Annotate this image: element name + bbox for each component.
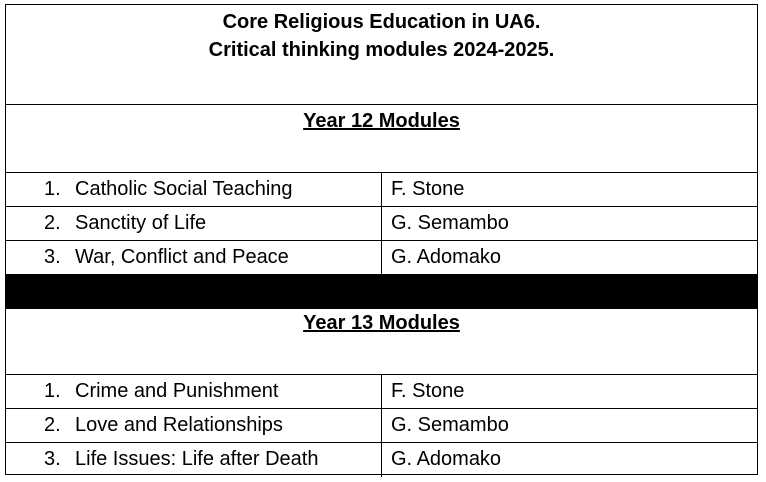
module-teacher: F. Stone	[391, 178, 465, 200]
module-name: War, Conflict and Peace	[75, 246, 289, 268]
table-row	[6, 375, 757, 409]
module-number: 2.	[44, 212, 61, 234]
year12-heading-row	[6, 105, 757, 173]
module-cell	[6, 409, 382, 442]
module-cell	[6, 375, 382, 408]
document-subtitle: Critical thinking modules 2024-2025.	[208, 39, 555, 61]
module-name: Love and Relationships	[75, 414, 283, 436]
module-teacher: G. Semambo	[391, 212, 509, 234]
table-row	[6, 409, 757, 443]
module-teacher: G. Semambo	[391, 414, 509, 436]
module-name: Sanctity of Life	[75, 212, 207, 234]
year13-heading-row	[6, 307, 757, 375]
module-number: 3.	[44, 448, 61, 470]
module-cell	[6, 443, 382, 477]
module-name: Catholic Social Teaching	[75, 178, 293, 200]
year13-heading: Year 13 Modules	[303, 312, 460, 334]
title-row	[6, 5, 757, 105]
table-row	[6, 173, 757, 207]
module-teacher: G. Adomako	[391, 246, 502, 268]
module-cell	[6, 207, 382, 240]
table-row	[6, 241, 757, 275]
table-row	[6, 443, 757, 477]
year12-heading: Year 12 Modules	[303, 110, 460, 132]
module-teacher: F. Stone	[391, 380, 465, 402]
module-number: 1.	[44, 178, 61, 200]
module-number: 1.	[44, 380, 61, 402]
module-cell	[6, 173, 382, 206]
module-name: Crime and Punishment	[75, 380, 279, 402]
black-separator-row	[6, 275, 757, 309]
module-number: 3.	[44, 246, 61, 268]
module-name: Life Issues: Life after Death	[75, 448, 319, 470]
modules-table	[5, 4, 758, 475]
module-number: 2.	[44, 414, 61, 436]
module-teacher: G. Adomako	[391, 448, 502, 470]
table-row	[6, 207, 757, 241]
document-title: Core Religious Education in UA6.	[222, 11, 541, 33]
module-cell	[6, 241, 382, 274]
